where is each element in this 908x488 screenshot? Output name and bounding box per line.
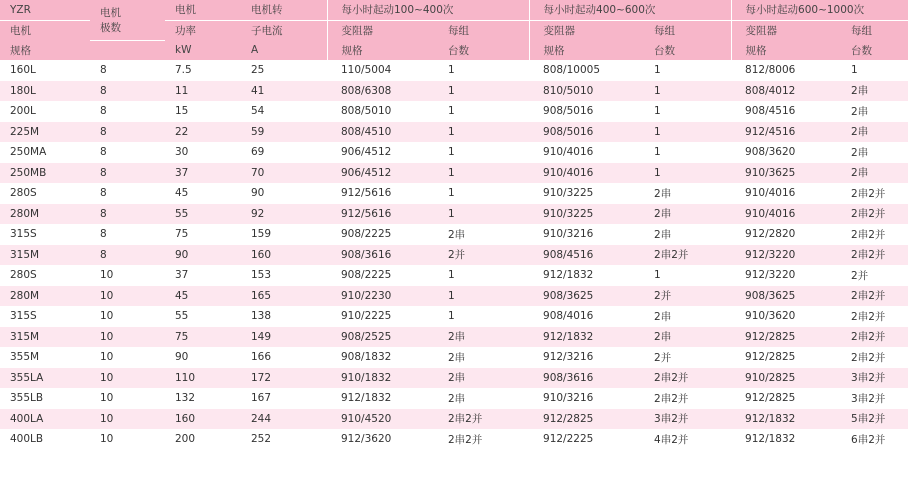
cell-rotor-current: 25 (251, 64, 265, 77)
cell-power-kw: 15 (175, 105, 189, 118)
cell-resistor-100-400: 906/4512 (327, 163, 438, 184)
cell-power-kw: 132 (175, 392, 196, 405)
table-row (0, 327, 908, 348)
cell-count-100-400: 1 (448, 105, 455, 118)
cell-resistor-100-400: 908/3616 (327, 245, 438, 266)
cell-resistor-100-400: 808/4510 (327, 122, 438, 143)
header-count-label-2: 每组 (644, 20, 731, 40)
cell-motor-model: 225M (0, 122, 90, 143)
cell-resistor-400-600: 910/4016 (543, 146, 594, 159)
table-row (0, 368, 908, 389)
cell-rotor-current: 59 (241, 122, 327, 143)
cell-resistor-600-1000: 912/4516 (731, 122, 841, 143)
cell-count-600-1000: 2串 (841, 122, 908, 143)
cell-resistor-600-1000: 912/2820 (745, 228, 796, 241)
cell-count-100-400: 1 (438, 204, 529, 225)
cell-rotor-current: 54 (251, 105, 265, 118)
cell-rotor-current: 252 (251, 433, 272, 446)
cell-motor-model: 160L (10, 64, 36, 77)
cell-motor-model: 315M (0, 327, 90, 348)
cell-rotor-current: 90 (251, 187, 265, 200)
cell-count-400-600: 1 (644, 81, 731, 102)
cell-poles: 10 (90, 327, 165, 348)
cell-motor-model: 280S (10, 269, 37, 282)
cell-resistor-600-1000: 908/4516 (745, 105, 796, 118)
cell-resistor-600-1000: 912/1832 (745, 433, 796, 446)
cell-count-400-600: 1 (654, 64, 661, 77)
cell-poles: 8 (100, 146, 107, 159)
cell-resistor-100-400: 912/3620 (341, 433, 392, 446)
cell-count-600-1000: 2串2并 (851, 228, 886, 241)
table-body (0, 60, 908, 450)
cell-count-600-1000: 3串2并 (851, 392, 886, 405)
cell-poles: 8 (100, 64, 107, 77)
cell-count-600-1000: 1 (851, 64, 858, 77)
cell-count-100-400: 2串 (438, 327, 529, 348)
cell-count-400-600: 2串2并 (644, 245, 731, 266)
cell-resistor-400-600: 912/1832 (529, 327, 644, 348)
cell-power-kw: 45 (175, 187, 189, 200)
cell-count-400-600: 4串2并 (654, 433, 689, 446)
table-row (0, 81, 908, 102)
cell-resistor-100-400: 912/5616 (327, 204, 438, 225)
table-row (0, 265, 908, 286)
cell-resistor-600-1000: 910/3620 (745, 310, 796, 323)
header-current-unit: A (241, 40, 327, 60)
cell-count-600-1000: 2并 (851, 269, 869, 282)
cell-resistor-600-1000: 912/1832 (731, 409, 841, 430)
cell-count-400-600: 2串 (654, 310, 672, 323)
cell-poles: 10 (90, 286, 165, 307)
cell-resistor-400-600: 912/1832 (543, 269, 594, 282)
cell-resistor-100-400: 808/6308 (327, 81, 438, 102)
cell-resistor-400-600: 910/3216 (543, 228, 594, 241)
header-poles (90, 0, 165, 40)
cell-rotor-current: 160 (241, 245, 327, 266)
cell-resistor-600-1000: 910/4016 (745, 187, 796, 200)
cell-count-100-400: 2串 (448, 392, 466, 405)
cell-resistor-100-400: 910/2230 (327, 286, 438, 307)
header-group-400-600: 每小时起动400~600次 (529, 0, 731, 20)
cell-resistor-600-1000: 912/2825 (745, 351, 796, 364)
cell-motor-model: 355LB (10, 392, 44, 405)
cell-count-600-1000: 2串2并 (851, 187, 886, 200)
cell-count-400-600: 2串2并 (644, 368, 731, 389)
cell-resistor-600-1000: 908/3625 (731, 286, 841, 307)
cell-count-600-1000: 5串2并 (841, 409, 908, 430)
cell-poles: 10 (100, 310, 114, 323)
header-group-100-400: 每小时起动100~400次 (327, 0, 529, 20)
cell-poles: 8 (100, 228, 107, 241)
cell-motor-model: 200L (10, 105, 36, 118)
cell-resistor-400-600: 908/4016 (543, 310, 594, 323)
cell-count-600-1000: 2串 (841, 81, 908, 102)
table-row (0, 204, 908, 225)
cell-resistor-400-600: 908/5016 (529, 122, 644, 143)
cell-rotor-current: 149 (241, 327, 327, 348)
cell-poles: 8 (90, 81, 165, 102)
cell-count-400-600: 1 (644, 163, 731, 184)
cell-power-kw: 160 (165, 409, 241, 430)
cell-rotor-current: 159 (251, 228, 272, 241)
cell-rotor-current: 70 (241, 163, 327, 184)
cell-count-100-400: 2串 (448, 351, 466, 364)
table-row (0, 163, 908, 184)
cell-count-400-600: 2并 (654, 351, 672, 364)
header-count-units-2: 台数 (644, 40, 731, 60)
cell-poles: 10 (90, 368, 165, 389)
cell-rotor-current: 165 (241, 286, 327, 307)
header-resistor-spec-1: 规格 (327, 40, 438, 60)
table-row (0, 142, 908, 163)
cell-resistor-100-400: 908/2225 (341, 269, 392, 282)
cell-count-400-600: 3串2并 (644, 409, 731, 430)
cell-resistor-400-600: 912/2825 (529, 409, 644, 430)
cell-motor-model: 280M (0, 204, 90, 225)
cell-motor-model: 250MB (0, 163, 90, 184)
cell-resistor-100-400: 912/5616 (341, 187, 392, 200)
cell-resistor-400-600: 912/2225 (543, 433, 594, 446)
cell-count-600-1000: 6串2并 (851, 433, 886, 446)
cell-count-100-400: 1 (448, 310, 455, 323)
cell-power-kw: 55 (175, 310, 189, 323)
cell-power-kw: 30 (175, 146, 189, 159)
cell-rotor-current: 92 (241, 204, 327, 225)
cell-resistor-100-400: 808/5010 (341, 105, 392, 118)
header-power-line1: 电机 (165, 0, 241, 20)
cell-count-100-400: 2串 (438, 368, 529, 389)
cell-resistor-100-400: 908/2525 (327, 327, 438, 348)
cell-resistor-100-400: 906/4512 (341, 146, 392, 159)
cell-power-kw: 90 (175, 351, 189, 364)
cell-resistor-400-600: 912/3216 (543, 351, 594, 364)
cell-power-kw: 55 (165, 204, 241, 225)
table-row (0, 347, 908, 368)
cell-poles: 10 (100, 433, 114, 446)
cell-power-kw: 22 (165, 122, 241, 143)
header-group-600-1000: 每小时起动600~1000次 (731, 0, 908, 20)
cell-power-kw: 45 (165, 286, 241, 307)
cell-resistor-400-600: 908/4516 (529, 245, 644, 266)
cell-count-100-400: 1 (448, 269, 455, 282)
cell-poles: 8 (100, 187, 107, 200)
cell-resistor-600-1000: 910/2825 (731, 368, 841, 389)
cell-power-kw: 37 (175, 269, 189, 282)
cell-count-400-600: 2串2并 (654, 392, 689, 405)
cell-count-100-400: 2串 (448, 228, 466, 241)
cell-resistor-400-600: 908/3625 (529, 286, 644, 307)
cell-poles: 8 (100, 105, 107, 118)
cell-motor-model: 315S (10, 228, 37, 241)
cell-power-kw: 75 (165, 327, 241, 348)
cell-rotor-current: 138 (251, 310, 272, 323)
cell-count-400-600: 2串 (654, 228, 672, 241)
header-resistor-label-2: 变阻器 (529, 20, 644, 40)
cell-power-kw: 90 (165, 245, 241, 266)
table-row (0, 429, 908, 450)
header-count-units-1: 台数 (438, 40, 529, 60)
table-row (0, 388, 908, 409)
cell-resistor-400-600: 910/3225 (543, 187, 594, 200)
cell-count-600-1000: 2串2并 (851, 310, 886, 323)
cell-motor-model: 355LA (0, 368, 90, 389)
header-poles-line2: 极数 (100, 21, 121, 34)
cell-resistor-400-600: 808/10005 (543, 64, 600, 77)
cell-rotor-current: 153 (251, 269, 272, 282)
cell-resistor-100-400: 910/4520 (327, 409, 438, 430)
cell-count-400-600: 2并 (644, 286, 731, 307)
table-header (0, 0, 908, 60)
cell-poles: 10 (100, 351, 114, 364)
header-resistor-spec-3: 规格 (731, 40, 841, 60)
cell-count-100-400: 1 (438, 81, 529, 102)
header-power-unit: kW (165, 40, 241, 60)
cell-count-600-1000: 2串 (851, 105, 869, 118)
cell-count-600-1000: 2串2并 (851, 351, 886, 364)
header-motor-line1: 电机 (0, 20, 90, 40)
cell-count-100-400: 1 (438, 122, 529, 143)
cell-poles: 8 (90, 122, 165, 143)
cell-power-kw: 75 (175, 228, 189, 241)
cell-resistor-600-1000: 912/2825 (731, 327, 841, 348)
cell-count-600-1000: 2串2并 (841, 327, 908, 348)
table-row (0, 122, 908, 143)
header-count-units-3: 台数 (841, 40, 908, 60)
cell-count-100-400: 1 (438, 163, 529, 184)
header-count-label-3: 每组 (841, 20, 908, 40)
header-resistor-label-1: 变阻器 (327, 20, 438, 40)
cell-count-100-400: 1 (448, 146, 455, 159)
cell-resistor-400-600: 908/5016 (543, 105, 594, 118)
cell-motor-model: 250MA (10, 146, 47, 159)
cell-rotor-current: 166 (251, 351, 272, 364)
header-resistor-label-3: 变阻器 (731, 20, 841, 40)
cell-resistor-100-400: 910/2225 (341, 310, 392, 323)
cell-power-kw: 200 (175, 433, 196, 446)
cell-count-100-400: 2串2并 (438, 409, 529, 430)
cell-motor-model: 400LA (0, 409, 90, 430)
cell-resistor-400-600: 910/4016 (529, 163, 644, 184)
cell-rotor-current: 167 (251, 392, 272, 405)
cell-motor-model: 315S (10, 310, 37, 323)
cell-poles: 8 (90, 163, 165, 184)
cell-count-600-1000: 2串2并 (841, 204, 908, 225)
header-poles-spacer (90, 40, 165, 60)
cell-motor-model: 280S (10, 187, 37, 200)
cell-poles: 10 (100, 392, 114, 405)
table-row (0, 224, 908, 245)
cell-resistor-100-400: 908/1832 (341, 351, 392, 364)
cell-rotor-current: 244 (241, 409, 327, 430)
cell-resistor-600-1000: 910/4016 (731, 204, 841, 225)
cell-motor-model: 180L (0, 81, 90, 102)
cell-resistor-600-1000: 912/3220 (745, 269, 796, 282)
cell-rotor-current: 172 (241, 368, 327, 389)
cell-count-400-600: 1 (654, 146, 661, 159)
header-current-line1: 电机转 (241, 0, 327, 20)
cell-poles: 8 (90, 245, 165, 266)
cell-count-400-600: 1 (644, 122, 731, 143)
cell-resistor-600-1000: 912/2825 (745, 392, 796, 405)
cell-resistor-600-1000: 910/3625 (731, 163, 841, 184)
cell-rotor-current: 69 (251, 146, 265, 159)
cell-count-600-1000: 2串2并 (841, 286, 908, 307)
cell-rotor-current: 41 (241, 81, 327, 102)
cell-motor-model: 355M (10, 351, 40, 364)
cell-resistor-400-600: 910/3216 (543, 392, 594, 405)
cell-motor-model: 315M (0, 245, 90, 266)
cell-count-100-400: 1 (438, 286, 529, 307)
cell-count-100-400: 2串2并 (448, 433, 483, 446)
cell-count-600-1000: 3串2并 (841, 368, 908, 389)
cell-count-100-400: 2并 (438, 245, 529, 266)
table-row (0, 409, 908, 430)
header-yzr: YZR (0, 0, 90, 20)
table-row (0, 60, 908, 81)
cell-count-600-1000: 2串 (841, 163, 908, 184)
table-row (0, 183, 908, 204)
header-poles-line1: 电机 (100, 6, 121, 19)
cell-resistor-600-1000: 912/3220 (731, 245, 841, 266)
cell-resistor-100-400: 910/1832 (327, 368, 438, 389)
cell-resistor-400-600: 910/3225 (529, 204, 644, 225)
cell-count-400-600: 2串 (644, 204, 731, 225)
cell-power-kw: 11 (165, 81, 241, 102)
cell-count-100-400: 1 (448, 64, 455, 77)
header-current-line2: 子电流 (241, 20, 327, 40)
table-row (0, 245, 908, 266)
header-count-label-1: 每组 (438, 20, 529, 40)
cell-power-kw: 110 (165, 368, 241, 389)
cell-resistor-400-600: 908/3616 (529, 368, 644, 389)
cell-poles: 10 (90, 409, 165, 430)
cell-count-400-600: 2串 (654, 187, 672, 200)
cell-resistor-600-1000: 808/4012 (731, 81, 841, 102)
cell-resistor-600-1000: 812/8006 (745, 64, 796, 77)
cell-count-100-400: 1 (448, 187, 455, 200)
cell-resistor-100-400: 912/1832 (341, 392, 392, 405)
cell-resistor-100-400: 908/2225 (341, 228, 392, 241)
cell-motor-model: 280M (0, 286, 90, 307)
cell-count-400-600: 2串 (644, 327, 731, 348)
cell-power-kw: 37 (165, 163, 241, 184)
table-row (0, 101, 908, 122)
table-row (0, 306, 908, 327)
cell-count-400-600: 1 (654, 269, 661, 282)
header-resistor-spec-2: 规格 (529, 40, 644, 60)
cell-poles: 8 (90, 204, 165, 225)
header-motor-line2: 规格 (0, 40, 90, 60)
cell-count-400-600: 1 (654, 105, 661, 118)
table-row (0, 286, 908, 307)
cell-motor-model: 400LB (10, 433, 44, 446)
cell-resistor-100-400: 110/5004 (341, 64, 392, 77)
cell-count-600-1000: 2串 (851, 146, 869, 159)
header-power-line2: 功率 (165, 20, 241, 40)
cell-resistor-400-600: 810/5010 (529, 81, 644, 102)
cell-power-kw: 7.5 (175, 64, 192, 77)
cell-poles: 10 (100, 269, 114, 282)
cell-count-600-1000: 2串2并 (841, 245, 908, 266)
cell-resistor-600-1000: 908/3620 (745, 146, 796, 159)
